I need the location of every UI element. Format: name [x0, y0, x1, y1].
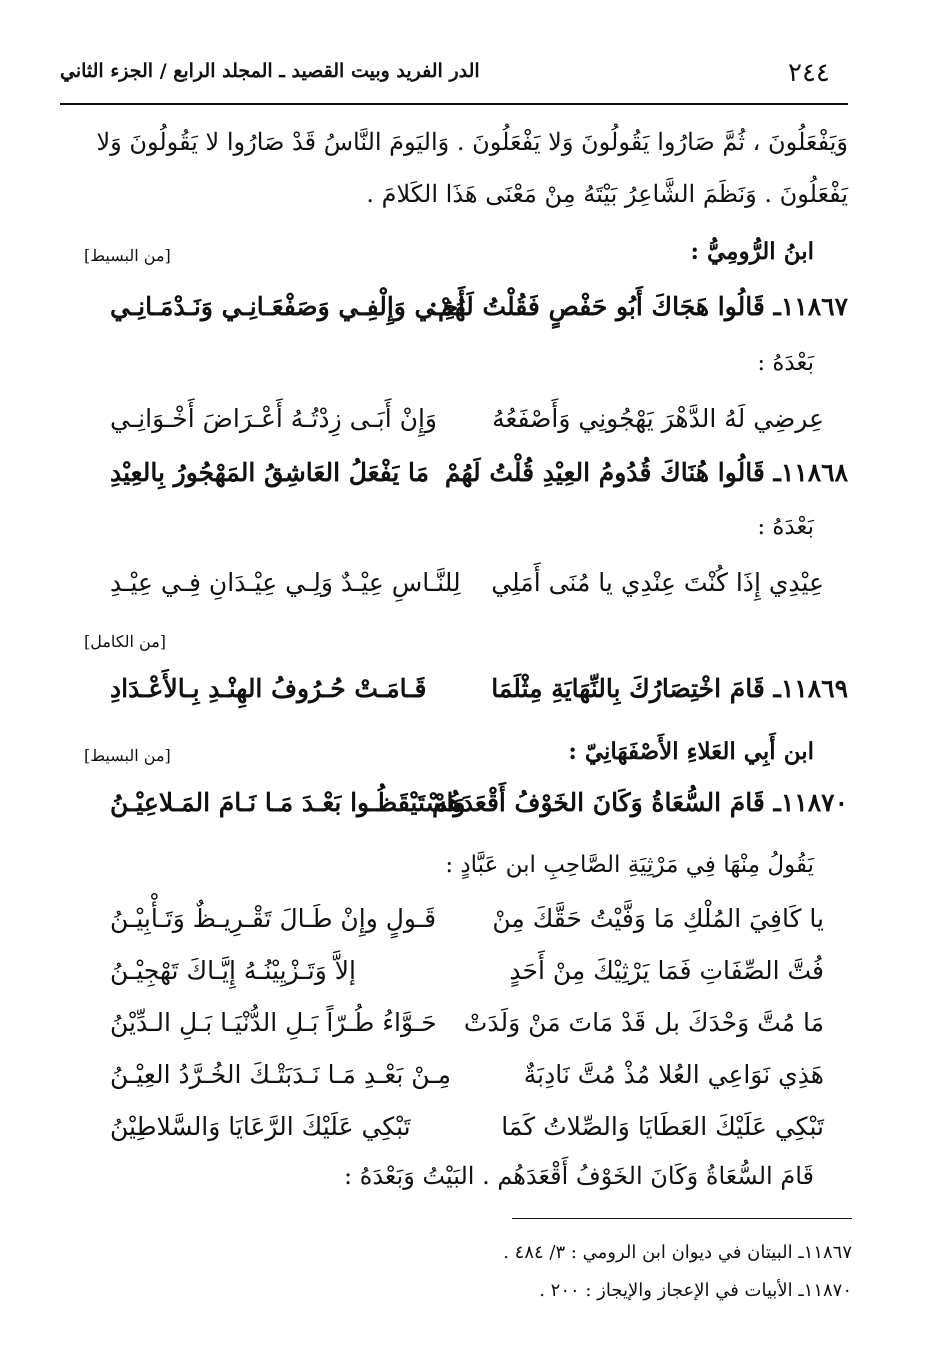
elegy-verse-3-first: مَا مُتَّ وَحْدَكَ بل قَدْ مَاتَ مَنْ وَلَدَتْ [463, 1008, 824, 1037]
closing-line: قَامَ السُّعَاةُ وَكَانَ الخَوْفُ أَقْعَدَهُم . البَيْتُ وَبَعْدَهُ : [344, 1162, 814, 1190]
meter-kamil: [من الكامل] [84, 632, 167, 651]
verse-11868-second: مَا يَفْعَلُ العَاشِقُ المَهْجُورُ بِالعِيْدِ [110, 458, 430, 487]
elegy-verse-5-second: تَبْكِي عَلَيْكَ الرَّعَايَا وَالسَّلاطِيْنُ [110, 1112, 411, 1141]
after-label-1: بَعْدَهُ : [757, 350, 814, 376]
poet-name-ibn-al-rumi: ابنُ الرُّومِيُّ : [690, 238, 814, 265]
footnote-rule [512, 1218, 852, 1219]
elegy-verse-4-first: هَذِي نَوَاعِي العُلا مُذْ مُتَّ نَادِبَةٌ [523, 1060, 824, 1089]
verse-11869-second: قَـامَـتْ حُـرُوفُ الهِنْـدِ بِـالأَعْـدَادِ [110, 674, 427, 703]
verse-11868b-first: عِيْدِي إِذَا كُنْتَ عِنْدِي يا مُنَى أَمَلِي [491, 568, 824, 597]
meter-basit-2: [من البسيط] [84, 746, 171, 765]
verse-11868b-second: لِلنَّـاسِ عِيْـدٌ وَلِـي عِيْـدَانِ فِـي عِيْـدِ [110, 568, 461, 597]
verse-11869-first: ١١٨٦٩ـ قَامَ اخْتِصَارُكَ بِالنِّهَايَةِ مِثْلَمَا [491, 674, 848, 703]
elegy-verse-4-second: مِـنْ بَعْـدِ مَـا نَـدَبَتْـكَ الخُـرَّدُ العِيْـنُ [110, 1060, 452, 1089]
verse-11870-first: ١١٨٧٠ـ قَامَ السُّعَاةُ وَكَانَ الخَوْفُ أَقْعَدَهُمْ [431, 788, 848, 817]
elegy-verse-1-first: يا كَافِيَ المُلْكِ مَا وَفَّيْتُ حَقَّكَ مِنْ [492, 904, 824, 933]
header-rule [60, 103, 848, 105]
elegy-verse-5-first: تَبْكِي عَلَيْكَ العَطَايَا وَالصِّلاتُ كَمَا [501, 1112, 824, 1141]
verse-11867b-first: عِرضِي لَهُ الدَّهْرَ يَهْجُونِي وَأَصْفَعُهُ [492, 404, 824, 433]
footnote-2: ١١٨٧٠ـ الأبيات في الإعجاز والإيجاز : ٢٠٠ . [539, 1280, 852, 1301]
running-title: الدر الفريد وبيت القصيد ـ المجلد الرابع / الجزء الثاني [60, 60, 480, 82]
verse-11867b-second: وَإِنْ أَبَـى زِدْتُـهُ أَعْـرَاضَ أَخْـوَانِـي [110, 404, 437, 433]
elegy-verse-3-second: حَـوَّاءُ طُـرّاً بَـلِ الدُّنْيَـا بَـلِ الـدِّيْنُ [110, 1008, 437, 1037]
intro-line-1: وَيَفْعَلُونَ ، ثُمَّ صَارُوا يَقُولُونَ وَلا يَفْعَلُونَ . وَاليَومَ النَّاسُ قَدْ صَارُوا لا يَقُولُونَ وَلا [96, 128, 848, 156]
verse-11867-first: ١١٨٦٧ـ قَالُوا هَجَاكَ أَبُو حَفْصٍ فَقُلْتُ لَهُمْ: [428, 292, 848, 321]
elegy-verse-2-first: فُتَّ الصِّفَاتِ فَمَا يَرْثِيْكَ مِنْ أَحَدٍ [509, 956, 824, 985]
poet-name-ibn-abi-al-ala: ابن أَبِي العَلاءِ الأَصْفَهَانِيّ : [568, 738, 814, 765]
verse-11867-second: أَخِـي وَإِلْفِـي وَصَفْعَـانِـي وَنَـدْمَـانِـي [110, 292, 466, 321]
elegy-verse-2-second: إلاَّ وَتَـزْيِيْنُـهُ إِيَّـاكَ تَهْجِيْـنُ [110, 956, 356, 985]
meter-basit-1: [من البسيط] [84, 246, 171, 265]
verse-11870-second: وَاسْتَيْقَظُـوا بَعْـدَ مَـا نَـامَ المَـلاعِيْـنُ [110, 788, 466, 817]
elegy-intro: يَقُولُ مِنْهَا فِي مَرْثِيَةِ الصَّاحِبِ ابن عَبَّادٍ : [445, 852, 814, 878]
footnote-1: ١١٨٦٧ـ البيتان في ديوان ابن الرومي : ٣/ ٤٨٤ . [503, 1242, 852, 1263]
elegy-verse-1-second: قَـولٍ وإِنْ طَـالَ تَقْـرِيـظٌ وَتَـأْبِيْـنُ [110, 904, 437, 933]
verse-11868-first: ١١٨٦٨ـ قَالُوا هُنَاكَ قُدُومُ العِيْدِ قُلْتُ لَهُمْ [444, 458, 848, 487]
page-number: ٢٤٤ [788, 58, 830, 88]
after-label-2: بَعْدَهُ : [757, 514, 814, 540]
intro-line-2: يَفْعَلُونَ . وَنَظَمَ الشَّاعِرُ بَيْتَهُ مِنْ مَعْنَى هَذَا الكَلامَ . [366, 180, 848, 208]
